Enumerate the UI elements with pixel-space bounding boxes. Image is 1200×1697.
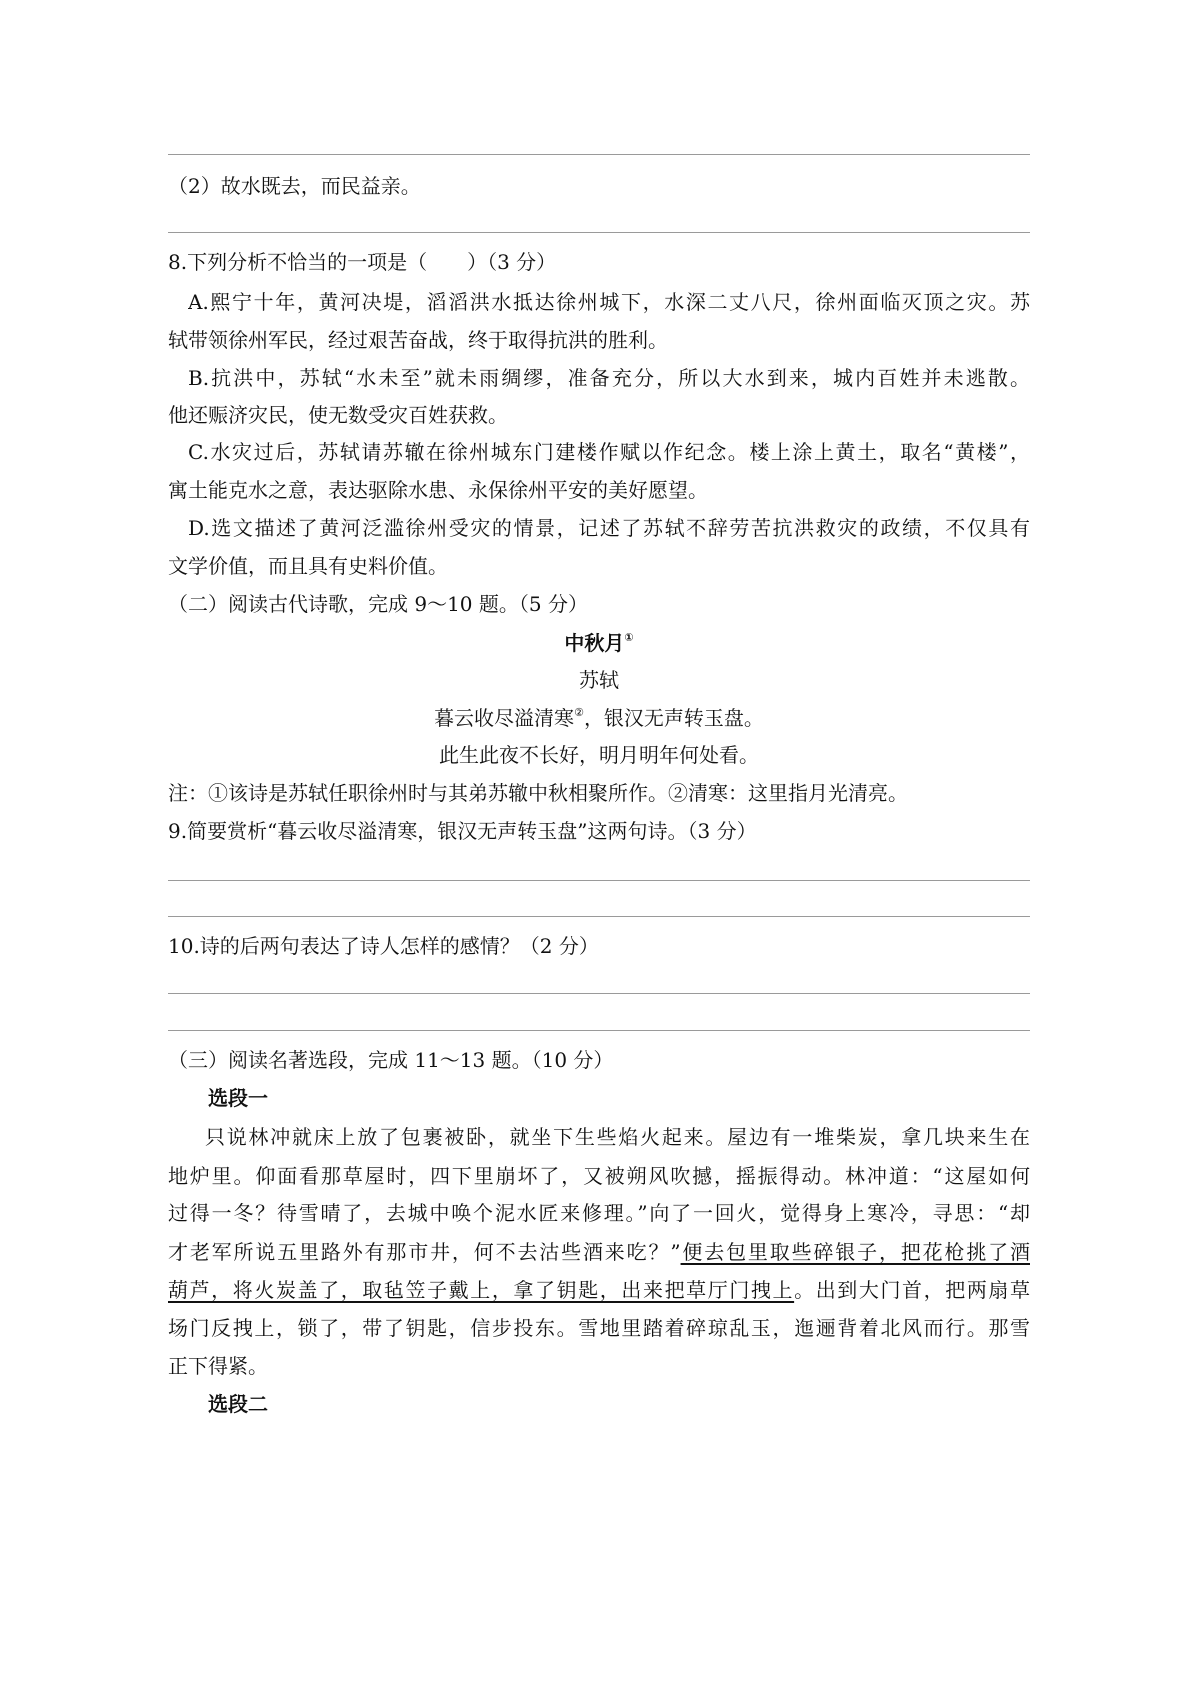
excerpt-1-line-6: 场门反拽上，锁了，带了钥匙，信步投东。雪地里踏着碎琼乱玉，迤逦背着北风而行。那雪 bbox=[168, 1316, 1030, 1340]
poem-title-text: 中秋月 bbox=[564, 631, 625, 655]
option-c-line-1: C.水灾过后，苏轼请苏辙在徐州城东门建楼作赋以作纪念。楼上涂上黄土，取名“黄楼”， bbox=[188, 440, 1030, 464]
item-2-suffix: 去，而民益亲。 bbox=[280, 174, 421, 198]
poem-line-2: 此生此夜不长好，明月明年何处看。 bbox=[439, 743, 759, 767]
excerpt-2-title: 选段二 bbox=[208, 1392, 268, 1416]
excerpt-1-title: 选段一 bbox=[208, 1086, 268, 1110]
option-b-line-1: B.抗洪中，苏轼“水未至”就未雨绸缪，准备充分，所以大水到来，城内百姓并未逃散。 bbox=[188, 366, 1030, 390]
poem-line-1-footnote: ② bbox=[574, 706, 584, 719]
poem-line-1-text: 暮云收尽溢清寒 bbox=[434, 706, 575, 730]
poem-line-1 bbox=[168, 705, 1030, 731]
excerpt-1-line-4 bbox=[168, 1239, 1030, 1265]
poem-line-1-rest: ，银汉无声转玉盘。 bbox=[583, 706, 764, 730]
answer-line bbox=[168, 993, 1030, 994]
excerpt-plain-text: 才老军所说五里路外有那市井，何不去沽些酒来吃？” bbox=[168, 1240, 681, 1264]
underlined-passage: 便去包里取些碎银子，把花枪挑了酒 bbox=[680, 1240, 1030, 1264]
answer-line bbox=[168, 154, 1030, 155]
option-c-line-2: 寓土能克水之意，表达驱除水患、永保徐州平安的美好愿望。 bbox=[168, 478, 708, 502]
option-d-line-1: D.选文描述了黄河泛滥徐州受灾的情景，记述了苏轼不辞劳苦抗洪救灾的政绩，不仅具有 bbox=[188, 516, 1030, 540]
answer-line bbox=[168, 916, 1030, 917]
section-3-heading: （三）阅读名著选段，完成 11～13 题。（10 分） bbox=[168, 1048, 614, 1072]
option-b-line-2: 他还赈济灾民，使无数受灾百姓获救。 bbox=[168, 403, 508, 427]
option-d-line-2: 文学价值，而且具有史料价值。 bbox=[168, 554, 448, 578]
answer-line bbox=[168, 1030, 1030, 1031]
underlined-passage: 葫芦，将火炭盖了，取毡笠子戴上，拿了钥匙，出来把草厅门拽上 bbox=[168, 1278, 795, 1302]
question-9: 9.简要赏析“暮云收尽溢清寒，银汉无声转玉盘”这两句诗。（3 分） bbox=[168, 819, 757, 843]
excerpt-1-line-5 bbox=[168, 1277, 1030, 1303]
question-10: 10.诗的后两句表达了诗人怎样的感情？（2 分） bbox=[168, 934, 599, 958]
poem-notes: 注：①该诗是苏轼任职徐州时与其弟苏辙中秋相聚所作。②清寒：这里指月光清亮。 bbox=[168, 781, 908, 805]
poem-author: 苏轼 bbox=[579, 668, 619, 692]
question-8-stem: 8.下列分析不恰当的一项是（ ）（3 分） bbox=[168, 250, 557, 274]
section-2-heading: （二）阅读古代诗歌，完成 9～10 题。（5 分） bbox=[168, 592, 588, 616]
poem-title bbox=[168, 630, 1030, 656]
excerpt-1-line-2: 地炉里。仰面看那草屋时，四下里崩坏了，又被朔风吹撼，摇振得动。林冲道：“这屋如何 bbox=[168, 1164, 1030, 1188]
excerpt-1-line-3: 过得一冬？待雪晴了，去城中唤个泥水匠来修理。”向了一回火，觉得身上寒冷，寻思：“却 bbox=[168, 1201, 1030, 1225]
emphasized-character: 既 bbox=[260, 174, 281, 198]
answer-line bbox=[168, 880, 1030, 881]
option-a-line-1: A.熙宁十年，黄河决堤，滔滔洪水抵达徐州城下，水深二丈八尺，徐州面临灭顶之灾。苏 bbox=[188, 290, 1030, 314]
answer-line bbox=[168, 232, 1030, 233]
excerpt-plain-text: 。出到大门首，把两扇草 bbox=[794, 1278, 1030, 1302]
item-2-prefix: （2）故水 bbox=[168, 174, 261, 198]
excerpt-1-line-7: 正下得紧。 bbox=[168, 1354, 268, 1378]
excerpt-1-line-1: 只说林冲就床上放了包裹被卧，就坐下生些焰火起来。屋边有一堆柴炭，拿几块来生在 bbox=[205, 1125, 1030, 1149]
translation-item-2 bbox=[168, 173, 1030, 199]
option-a-line-2: 轼带领徐州军民，经过艰苦奋战，终于取得抗洪的胜利。 bbox=[168, 328, 668, 352]
poem-title-footnote: ① bbox=[624, 631, 634, 644]
